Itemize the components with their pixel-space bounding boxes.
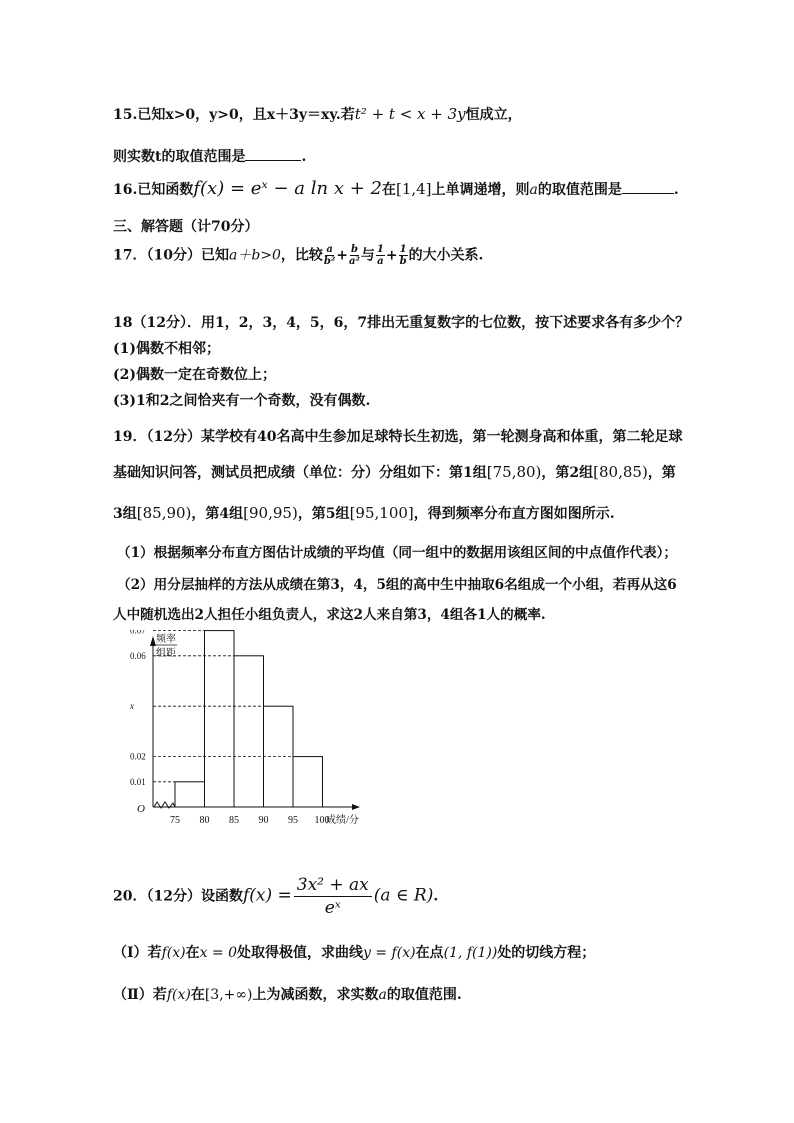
q16-answer-blank <box>622 181 674 194</box>
q20-line: 20．（12分）设函数f(x) = $\frac{\text{3x² + ax}}{\text{eˣ}}$ (a ∈ R). <box>113 875 439 918</box>
q15-line1 <box>113 104 522 124</box>
bar--75-80- <box>175 782 205 807</box>
q17-condition: a＋b>0 <box>228 247 281 264</box>
q17-number: 17． <box>113 247 147 264</box>
x-tick-label-100: 100 <box>314 815 330 826</box>
y-tick-label-2: x <box>130 701 134 712</box>
bar--80-85- <box>205 631 235 807</box>
x-tick-label-90: 90 <box>258 815 269 826</box>
q19-subquestion-3: 人中随机选出2人担任小组负责人，求这2人来自第3，4组各1人的概率. <box>113 607 546 623</box>
q19-group5: [95,100] <box>349 504 414 522</box>
q15-period: . <box>301 149 307 165</box>
q19-subquestion-1: （1）根据频率分布直方图估计成绩的平均值（同一组中的数据用该组区间的中点值作代表）； <box>117 545 677 561</box>
q20-condition: (a ∈ R) <box>373 885 434 906</box>
y-tick-label-0: 0.07 <box>130 630 146 636</box>
q20-part1: （Ⅰ）若f(x)在x = 0处取得极值，求曲线y = f(x)在点(1, f(1))处的切线方程； <box>113 945 596 961</box>
q20-fraction: $\frac{\text{3x² + ax}}{\text{eˣ}}$ <box>294 874 372 919</box>
bar--85-90- <box>234 656 264 807</box>
q16-function: f(x) = eˣ − a ln x + 2 <box>193 178 382 199</box>
q16-number: 16. <box>113 182 138 198</box>
x-tick-label-85: 85 <box>229 815 239 826</box>
q15-inequality: t² + t < x + 3y <box>354 105 466 123</box>
q20-lhs: f(x) = <box>242 885 292 906</box>
q17-text-post: 的大小关系. <box>408 247 484 264</box>
q15-text-post: 恒成立， <box>465 107 522 123</box>
q17-fraction-b-a2: $\frac{b}{\text{a²}}$ <box>349 244 360 267</box>
q20-number: 20． <box>113 888 147 905</box>
q17-fraction-a-b2: $\frac{a}{\text{b²}}$ <box>323 244 336 267</box>
q18-item-1: (1)偶数不相邻； <box>113 341 220 357</box>
y-tick-label-1: 0.06 <box>130 650 146 661</box>
q16-text-post: 上单调递增，则 <box>431 182 530 198</box>
q19-line3: 3组[85,90)，第4组[90,95)，第5组[95,100]，得到频率分布直方图如图所示. <box>113 504 615 522</box>
q16-interval: [1,4] <box>395 180 432 198</box>
y-tick-label-4: 0.01 <box>130 776 146 787</box>
q18-heading: 18（12分）．用1，2，3，4，5，6，7排出无重复数字的七位数，按下述要求各有多少个？ <box>113 315 690 331</box>
q16-text-mid: 在 <box>381 182 396 198</box>
y-tick-label-3: 0.02 <box>130 751 146 762</box>
q16-text-pre: 已知函数 <box>137 182 194 198</box>
q19-group2: [80,85) <box>593 463 648 481</box>
q15-text-pre: 已知x>0，y>0，且x＋3y＝xy.若 <box>137 107 355 123</box>
y-label-top: 频率 <box>156 634 176 645</box>
q15-question: 则实数t的取值范围是 <box>113 149 246 165</box>
q20-text-pre: 设函数 <box>200 888 243 905</box>
x-axis-arrow <box>352 804 360 810</box>
q17-text-pre: 已知 <box>200 247 229 264</box>
x-tick-label-80: 80 <box>199 815 210 826</box>
q19-line2: 基础知识问答，测试员把成绩（单位：分）分组如下：第1组[75,80)，第2组[80,85)，第 <box>113 463 676 481</box>
q19-line1: 19．（12分）某学校有40名高中生参加足球特长生初选，第一轮测身高和体重，第二轮足球 <box>113 429 683 445</box>
frequency-histogram <box>130 630 380 830</box>
q20-points: （12分） <box>146 888 201 905</box>
q19-group3: [85,90) <box>136 504 192 522</box>
q16-period: . <box>673 182 679 198</box>
q20-part2: （Ⅱ）若f(x)在[3,+∞)上为减函数，求实数a的取值范围. <box>113 987 462 1003</box>
q15-number: 15. <box>113 107 138 123</box>
x-tick-label-95: 95 <box>288 815 298 826</box>
q18-item-2: (2)偶数一定在奇数位上； <box>113 367 276 383</box>
q16-line <box>113 178 679 199</box>
q18-item-3: (3)1和2之间恰夹有一个奇数，没有偶数. <box>113 393 371 409</box>
q15-answer-blank <box>245 148 301 161</box>
q17-points: （10分） <box>146 247 201 264</box>
q16-variable: a <box>529 182 538 198</box>
q16-text-post2: 的取值范围是 <box>537 182 622 198</box>
q19-group1: [75,80) <box>486 463 542 481</box>
x-axis-label: 成绩/分 <box>326 815 359 826</box>
q17-fraction-1-b: $\frac{1}{b}$ <box>399 244 407 267</box>
bar--95-100- <box>293 757 323 807</box>
q17-line: 17．（10分）已知a＋b>0，比较 $\frac{a}{\text{b²}}$ + $\frac{b}{\text{a²}}$ 与 $\frac{1}{a}$ + $\frac{1}{b}$ 的大小关系. <box>113 244 484 267</box>
origin-label: O <box>137 803 145 815</box>
histogram-svg <box>130 630 380 830</box>
x-tick-label-75: 75 <box>170 815 180 826</box>
y-label-bottom: 组距 <box>156 648 176 659</box>
q19-subquestion-2: （2）用分层抽样的方法从成绩在第3，4，5组的高中生中抽取6名组成一个小组，若再从这6 <box>117 577 677 593</box>
section-heading: 三、解答题（计70分） <box>113 219 259 235</box>
q17-text-mid: ，比较 <box>280 247 323 264</box>
q19-group4: [90,95) <box>243 504 298 522</box>
q17-text-mid2: 与 <box>360 247 375 264</box>
q17-fraction-1-a: $\frac{1}{a}$ <box>376 244 384 267</box>
q15-line2 <box>113 146 306 166</box>
